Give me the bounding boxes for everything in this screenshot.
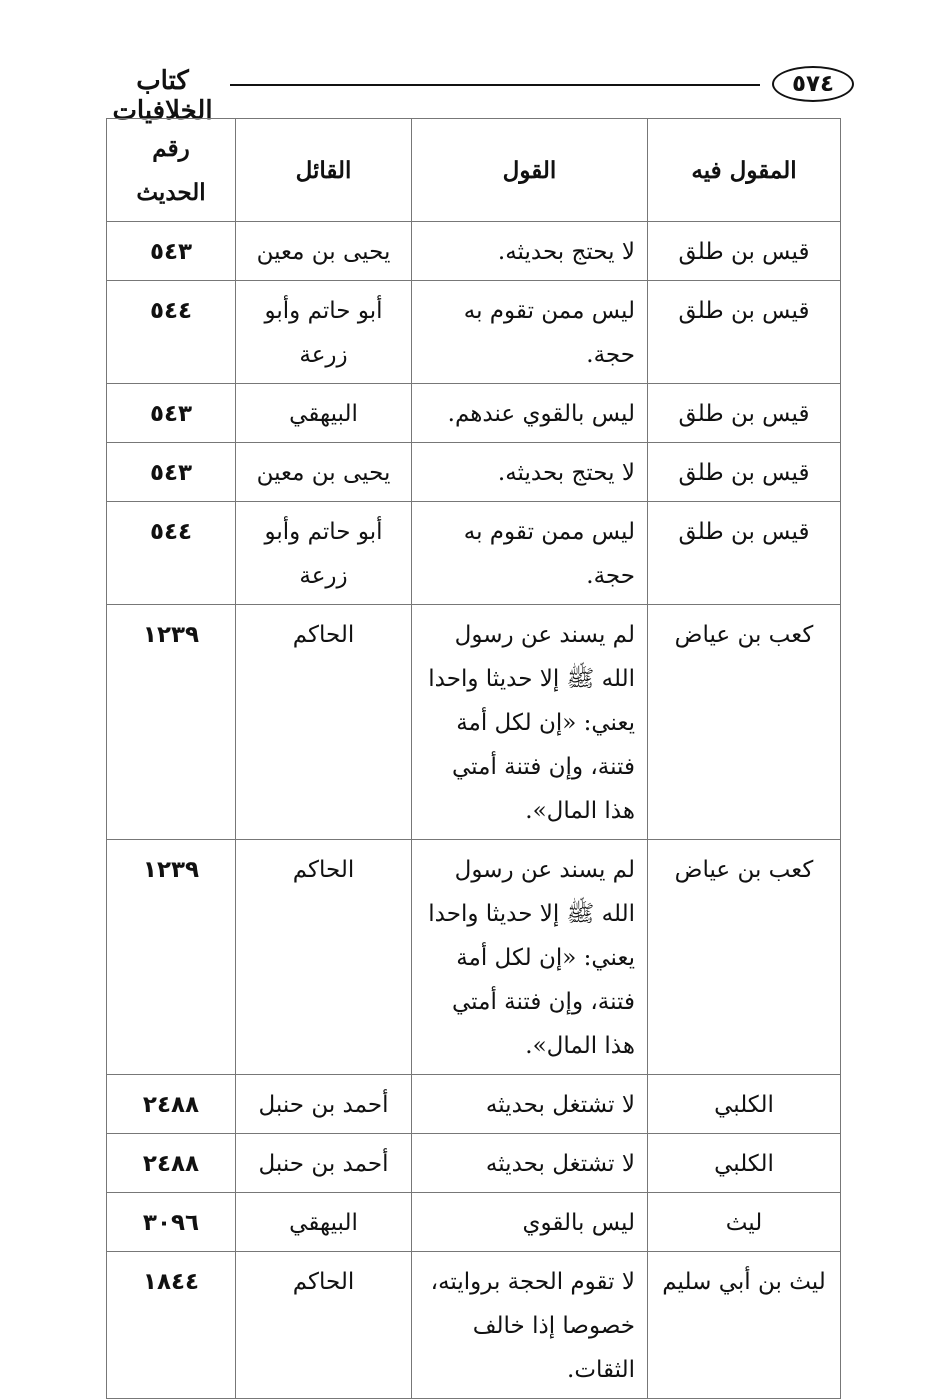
hadith-number-cell: ٥٤٤ [107,502,236,605]
table-header-row [107,119,841,222]
table-row [107,1075,841,1134]
table-row [107,384,841,443]
saying-cell: ليس ممن تقوم به حجة. [412,281,648,384]
speaker-cell: البيهقي [236,1193,412,1252]
subject-cell: ليث [648,1193,841,1252]
saying-cell: لا تقوم الحجة بروايته، خصوصا إذا خالف الثقات. [412,1252,648,1399]
speaker-cell: الحاكم [236,1252,412,1399]
speaker-cell: أبو حاتم وأبو زرعة [236,281,412,384]
saying-cell: لا يحتج بحديثه. [412,443,648,502]
hadith-number-cell: ٥٤٤ [107,281,236,384]
hadith-number-cell: ٥٤٣ [107,443,236,502]
subject-cell: الكلبي [648,1075,841,1134]
speaker-cell: يحيى بن معين [236,222,412,281]
table-body [107,222,841,1399]
column-header-number: رقم الحديث [107,119,236,222]
subject-cell: ليث بن أبي سليم [648,1252,841,1399]
table-row [107,840,841,1075]
column-header-speaker: القائل [236,119,412,222]
saying-cell: ليس بالقوي [412,1193,648,1252]
narrators-table [106,118,841,1399]
table-row [107,502,841,605]
speaker-cell: البيهقي [236,384,412,443]
hadith-number-cell: ٢٤٨٨ [107,1134,236,1193]
page-header [100,60,840,126]
speaker-cell: الحاكم [236,840,412,1075]
subject-cell: قيس بن طلق [648,502,841,605]
subject-cell: الكلبي [648,1134,841,1193]
saying-cell: لا تشتغل بحديثه [412,1134,648,1193]
header-rule [230,84,760,86]
subject-cell: كعب بن عياض [648,840,841,1075]
speaker-cell: أحمد بن حنبل [236,1134,412,1193]
saying-cell: لم يسند عن رسول الله ﷺ إلا حديثا واحدا يعني: «إن لكل أمة فتنة، وإن فتنة أمتي هذا المال». [412,605,648,840]
saying-cell: لا تشتغل بحديثه [412,1075,648,1134]
saying-cell: ليس بالقوي عندهم. [412,384,648,443]
subject-cell: قيس بن طلق [648,443,841,502]
column-header-saying: القول [412,119,648,222]
speaker-cell: أحمد بن حنبل [236,1075,412,1134]
subject-cell: قيس بن طلق [648,384,841,443]
page-number: ٥٧٤ [772,66,854,102]
subject-cell: قيس بن طلق [648,222,841,281]
saying-cell: لا يحتج بحديثه. [412,222,648,281]
table-row [107,1193,841,1252]
speaker-cell: الحاكم [236,605,412,840]
table-row [107,1134,841,1193]
table-row [107,605,841,840]
hadith-number-cell: ١٢٣٩ [107,840,236,1075]
hadith-number-cell: ١٨٤٤ [107,1252,236,1399]
hadith-number-cell: ٣٠٩٦ [107,1193,236,1252]
saying-cell: لم يسند عن رسول الله ﷺ إلا حديثا واحدا يعني: «إن لكل أمة فتنة، وإن فتنة أمتي هذا المال». [412,840,648,1075]
table-row [107,222,841,281]
hadith-number-cell: ٥٤٣ [107,222,236,281]
saying-cell: ليس ممن تقوم به حجة. [412,502,648,605]
table-row [107,281,841,384]
column-header-subject: المقول فيه [648,119,841,222]
hadith-number-cell: ٥٤٣ [107,384,236,443]
book-title: كتاب الخلافيات [112,66,213,126]
table-row [107,1252,841,1399]
subject-cell: كعب بن عياض [648,605,841,840]
subject-cell: قيس بن طلق [648,281,841,384]
speaker-cell: يحيى بن معين [236,443,412,502]
hadith-number-cell: ١٢٣٩ [107,605,236,840]
hadith-number-cell: ٢٤٨٨ [107,1075,236,1134]
speaker-cell: أبو حاتم وأبو زرعة [236,502,412,605]
table-row [107,443,841,502]
